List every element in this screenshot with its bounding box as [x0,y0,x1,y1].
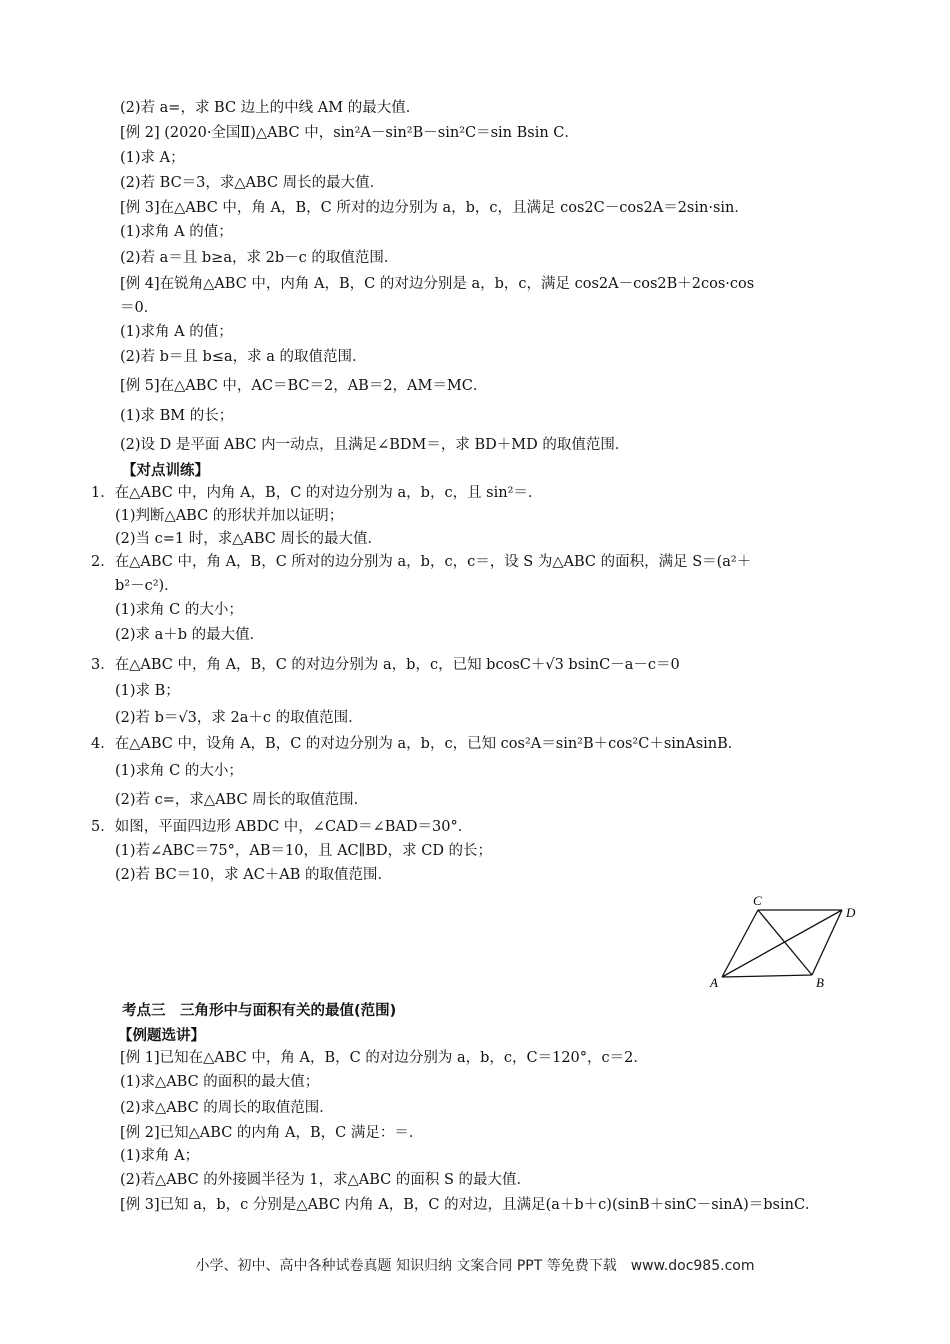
text-line: (1)求△ABC 的面积的最大值； [120,1074,320,1090]
text-line: 3．在△ABC 中，角 A，B，C 的对边分别为 a，b，c，已知 bcosC＋√3 bsinC－a－c＝0 [91,657,680,673]
edge-ab [722,975,812,977]
training-heading: 【对点训练】 [122,462,209,479]
label-b: B [816,975,824,990]
text-line: (1)求 A； [120,150,185,166]
text-line: [例 1]已知在△ABC 中，角 A，B，C 的对边分别为 a，b，c，C＝120°，c＝2． [120,1050,648,1066]
text-line: [例 3]在△ABC 中，角 A，B，C 所对的边分别为 a，b，c，且满足 cos2C－cos2A＝2sin·sin． [120,200,749,216]
text-line: (2)若 b＝且 b≤a，求 a 的取值范围． [120,349,367,365]
text-line: (2)求△ABC 的周长的取值范围． [120,1100,334,1116]
text-line: (2)若 a＝且 b≥a，求 2b－c 的取值范围． [120,250,399,266]
text-line: 4．在△ABC 中，设角 A，B，C 的对边分别为 a，b，c，已知 cos²A＝sin²B＋cos²C＋sinAsinB． [91,736,743,752]
text-line: (1)若∠ABC＝75°，AB＝10，且 AC∥BD，求 CD 的长； [115,843,493,859]
quadrilateral-figure [700,890,870,995]
text-line: [例 3]已知 a，b，c 分别是△ABC 内角 A，B，C 的对边，且满足(a＋b＋c)(sinB＋sinC－sinA)＝bsinC． [120,1197,820,1213]
text-line: (1)求角 C 的大小； [115,602,243,618]
text-line: b²－c²)． [115,578,179,594]
text-line: (2)当 c=1 时，求△ABC 周长的最大值． [115,531,383,547]
label-c: C [753,893,762,908]
text-line: (1)求角 A 的值； [120,224,233,240]
text-line: [例 5]在△ABC 中，AC＝BC＝2，AB＝2，AM＝MC． [120,378,488,394]
page-footer: 小学、初中、高中各种试卷真题 知识归纳 文案合同 PPT 等免费下载 www.doc985.com [195,1258,755,1274]
text-line: (1)求角 A 的值； [120,324,233,340]
text-line: (2)若 BC＝3，求△ABC 周长的最大值． [120,175,385,191]
label-a: A [710,975,718,990]
text-line: (2)若 c=，求△ABC 周长的取值范围． [115,792,369,808]
text-line: 2．在△ABC 中，角 A，B，C 所对的边分别为 a，b，c，c＝，设 S 为△ABC 的面积，满足 S＝(a²＋ [91,554,752,570]
text-line: ＝0． [120,300,159,316]
text-line: [例 2] (2020·全国Ⅱ)△ABC 中，sin²A－sin²B－sin²C＝sin Bsin C． [120,125,579,141]
text-line: (1)求角 C 的大小； [115,763,243,779]
text-line: (2)若 b＝√3，求 2a＋c 的取值范围． [115,710,363,726]
text-line: (1)求 BM 的长； [120,408,234,424]
section-title: 考点三 三角形中与面积有关的最值(范围) [122,1003,397,1019]
text-line: 5．如图，平面四边形 ABDC 中，∠CAD＝∠BAD＝30°． [91,819,473,835]
example-heading: 【例题选讲】 [118,1027,205,1044]
text-line: (2)若 a=，求 BC 边上的中线 AM 的最大值． [120,100,421,116]
edge-db [812,910,842,975]
text-line: (1)求 B； [115,683,180,699]
text-line: [例 4]在锐角△ABC 中，内角 A，B，C 的对边分别是 a，b，c，满足 cos2A－cos2B＋2cos·cos [120,276,755,292]
text-line: 1．在△ABC 中，内角 A，B，C 的对边分别为 a，b，c，且 sin²＝． [91,485,543,501]
text-line: (1)判断△ABC 的形状并加以证明； [115,508,344,524]
text-line: (2)若 BC＝10，求 AC＋AB 的取值范围． [115,867,393,883]
text-line: (2)设 D 是平面 ABC 内一动点，且满足∠BDM＝，求 BD＋MD 的取值范围． [120,437,630,453]
text-line: (2)若△ABC 的外接圆半径为 1，求△ABC 的面积 S 的最大值． [120,1172,532,1188]
text-line: (1)求角 A； [120,1148,200,1164]
text-line: (2)求 a＋b 的最大值． [115,627,265,643]
diagonal-cb [758,910,812,975]
text-line: [例 2]已知△ABC 的内角 A，B，C 满足：＝． [120,1125,424,1141]
label-d: D [846,905,856,920]
